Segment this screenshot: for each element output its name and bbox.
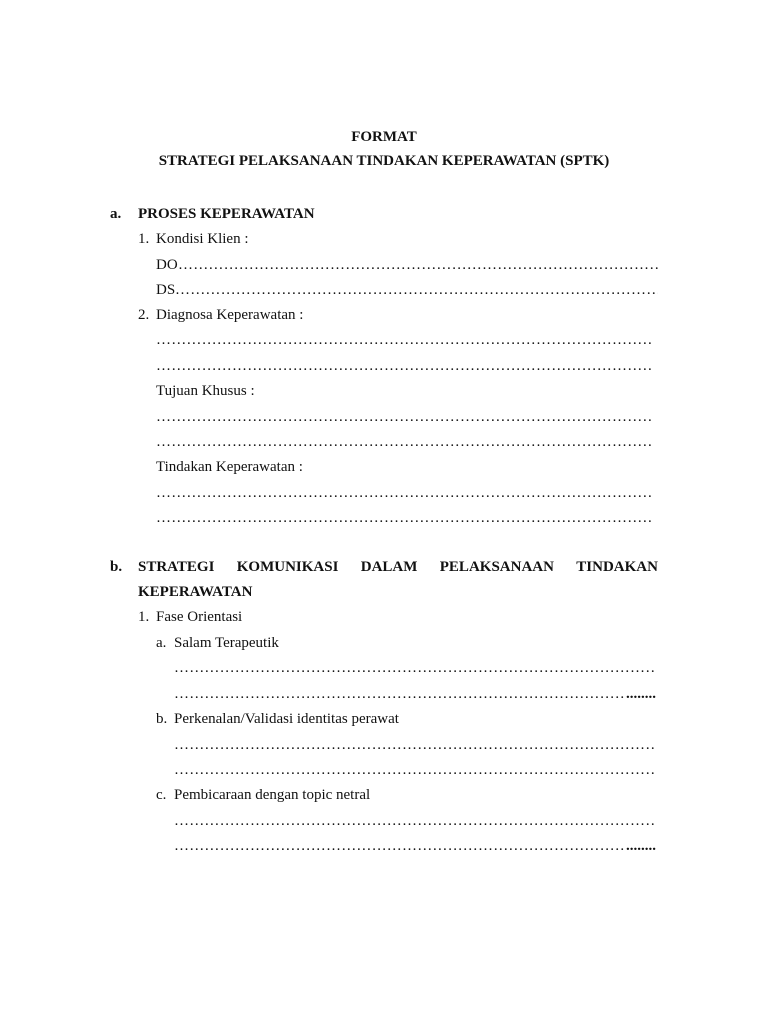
section-b-heading-word: TINDAKAN: [576, 559, 658, 575]
tujuan-label: Tujuan Khusus :: [156, 383, 255, 399]
ds-fill-line: [175, 281, 658, 299]
section-b-heading-word: DALAM: [360, 559, 418, 575]
salam-fill-line-1: [174, 659, 654, 677]
section-b-heading-word: KOMUNIKASI: [236, 559, 339, 575]
section-b-marker: b.: [110, 559, 123, 575]
tindakan-fill-line-1: [156, 484, 654, 502]
salam-fill-line-2: [174, 685, 626, 703]
perkenalan-fill-line-1: [174, 736, 654, 754]
item-a2-label: Diagnosa Keperawatan :: [156, 307, 304, 323]
tujuan-fill-line-2: [156, 433, 654, 451]
perkenalan-fill-line-2: [174, 761, 654, 779]
sub-a-label: Salam Terapeutik: [174, 635, 279, 651]
item-b1-number: 1.: [138, 609, 150, 625]
topic-fill-line-2: [174, 837, 626, 855]
ds-label: DS: [156, 282, 176, 298]
section-a-marker: a.: [110, 206, 122, 222]
do-label: DO: [156, 257, 178, 273]
section-b-heading-line2: KEPERAWATAN: [138, 584, 253, 600]
tindakan-label: Tindakan Keperawatan :: [156, 459, 303, 475]
section-a-heading: PROSES KEPERAWATAN: [138, 206, 315, 222]
salam-trailing-dots: ........: [626, 686, 656, 702]
do-fill-line: [178, 256, 658, 274]
section-b-heading-word: PELAKSANAAN: [439, 559, 554, 575]
sub-c-label: Pembicaraan dengan topic netral: [174, 787, 371, 803]
section-b-heading-line1: [138, 558, 658, 576]
sub-a-letter: a.: [156, 635, 167, 651]
sub-b-letter: b.: [156, 711, 168, 727]
section-b-heading-word: STRATEGI: [138, 559, 215, 575]
document-subtitle: STRATEGI PELAKSANAAN TINDAKAN KEPERAWATAN (SPTK): [158, 153, 610, 169]
sub-b-label: Perkenalan/Validasi identitas perawat: [174, 711, 399, 727]
tindakan-fill-line-2: [156, 509, 654, 527]
document-title: FORMAT: [351, 129, 417, 145]
topic-trailing-dots: ........: [626, 838, 656, 854]
item-a1-label: Kondisi Klien :: [156, 231, 249, 247]
tujuan-fill-line-1: [156, 408, 654, 426]
item-a1-number: 1.: [138, 231, 150, 247]
sub-c-letter: c.: [156, 787, 167, 803]
diagnosa-fill-line-2: [156, 357, 654, 375]
diagnosa-fill-line-1: [156, 331, 654, 349]
item-a2-number: 2.: [138, 307, 150, 323]
topic-fill-line-1: [174, 812, 654, 830]
item-b1-label: Fase Orientasi: [156, 609, 243, 625]
